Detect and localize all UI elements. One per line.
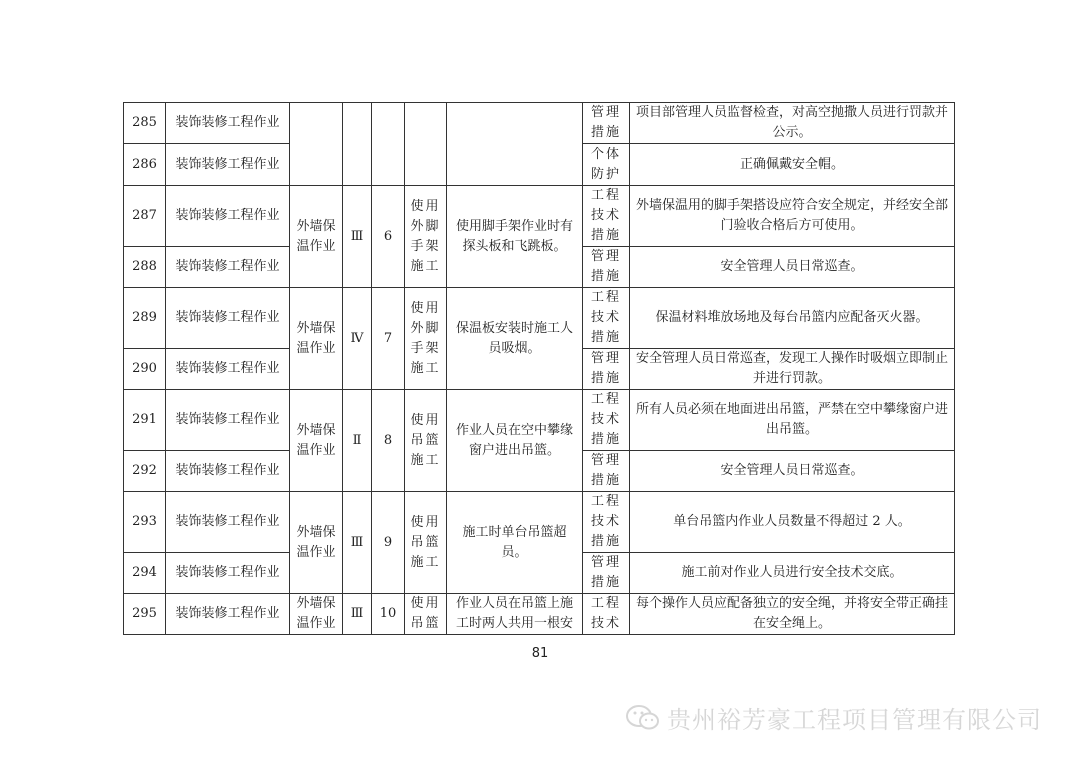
hazard-description: 作业人员在吊篮上施工时两人共用一根安: [447, 594, 583, 635]
risk-level: Ⅱ: [343, 390, 372, 492]
hazard-description: 使用脚手架作业时有探头板和飞跳板。: [447, 186, 583, 288]
hazard-source: 使用 外脚 手架 施工: [405, 186, 447, 288]
measure-text: 保温材料堆放场地及每台吊篮内应配备灭火器。: [630, 288, 955, 349]
project-name: 装饰装修工程作业: [166, 451, 290, 492]
measure-text: 外墙保温用的脚手架搭设应符合安全规定，并经安全部门验收合格后方可使用。: [630, 186, 955, 247]
measure-text: 每个操作人员应配备独立的安全绳，并将安全带正确挂在安全绳上。: [630, 594, 955, 635]
measure-type: 管理 措施: [583, 349, 630, 390]
row-number: 286: [124, 144, 166, 186]
table-row: [124, 186, 955, 247]
hazard-number: 7: [372, 288, 405, 390]
source-cell-empty: [405, 103, 447, 186]
table-row: [124, 288, 955, 349]
project-name: 装饰装修工程作业: [166, 390, 290, 451]
level-cell-empty: [343, 103, 372, 186]
table-row: [124, 594, 955, 635]
measure-type: 管理 措施: [583, 451, 630, 492]
project-name: 装饰装修工程作业: [166, 349, 290, 390]
measure-text: 安全管理人员日常巡查，发现工人操作时吸烟立即制止并进行罚款。: [630, 349, 955, 390]
hazard-number: 9: [372, 492, 405, 594]
table-row: [124, 103, 955, 144]
measure-type: 工程 技术 措施: [583, 492, 630, 553]
hazard-description: 施工时单台吊篮超员。: [447, 492, 583, 594]
risk-level: Ⅲ: [343, 594, 372, 635]
measure-text: 项目部管理人员监督检查，对高空抛撒人员进行罚款并公示。: [630, 103, 955, 144]
project-name: 装饰装修工程作业: [166, 288, 290, 349]
activity-name: 外墙保 温作业: [290, 288, 343, 390]
row-number: 293: [124, 492, 166, 553]
risk-level: Ⅲ: [343, 186, 372, 288]
activity-name: 外墙保 温作业: [290, 594, 343, 635]
measure-text: 安全管理人员日常巡查。: [630, 247, 955, 288]
project-name: 装饰装修工程作业: [166, 553, 290, 594]
measure-type: 工程 技术: [583, 594, 630, 635]
row-number: 285: [124, 103, 166, 144]
activity-name: 外墙保 温作业: [290, 390, 343, 492]
measure-text: 正确佩戴安全帽。: [630, 144, 955, 186]
project-name: 装饰装修工程作业: [166, 492, 290, 553]
hazard-source: 使用 吊篮 施工: [405, 390, 447, 492]
measure-type: 管理 措施: [583, 247, 630, 288]
risk-level: Ⅳ: [343, 288, 372, 390]
risk-level: Ⅲ: [343, 492, 372, 594]
wechat-icon: [625, 703, 661, 733]
row-number: 292: [124, 451, 166, 492]
project-name: 装饰装修工程作业: [166, 144, 290, 186]
hazard-number: 10: [372, 594, 405, 635]
risk-control-table: [123, 102, 955, 635]
measure-type: 个体 防护: [583, 144, 630, 186]
table-row: [124, 390, 955, 451]
activity-cell-empty: [290, 103, 343, 186]
project-name: 装饰装修工程作业: [166, 186, 290, 247]
hazard-number: 6: [372, 186, 405, 288]
page-number: 81: [531, 646, 549, 661]
hazard-cell-empty: [447, 103, 583, 186]
hazard-source: 使用 吊篮: [405, 594, 447, 635]
measure-type: 工程 技术 措施: [583, 186, 630, 247]
measure-type: 管理 措施: [583, 103, 630, 144]
row-number: 287: [124, 186, 166, 247]
watermark: [625, 700, 1042, 735]
project-name: 装饰装修工程作业: [166, 103, 290, 144]
table-row: [124, 492, 955, 553]
measure-type: 工程 技术 措施: [583, 390, 630, 451]
row-number: 294: [124, 553, 166, 594]
measure-text: 所有人员必须在地面进出吊篮，严禁在空中攀缘窗户进出吊篮。: [630, 390, 955, 451]
activity-name: 外墙保 温作业: [290, 492, 343, 594]
row-number: 295: [124, 594, 166, 635]
project-name: 装饰装修工程作业: [166, 247, 290, 288]
row-number: 290: [124, 349, 166, 390]
hazard-description: 作业人员在空中攀缘窗户进出吊篮。: [447, 390, 583, 492]
measure-text: 单台吊篮内作业人员数量不得超过 2 人。: [630, 492, 955, 553]
hazard-description: 保温板安装时施工人员吸烟。: [447, 288, 583, 390]
watermark-text: 贵州裕芳豪工程项目管理有限公司: [667, 706, 1042, 734]
hazard-source: 使用 吊篮 施工: [405, 492, 447, 594]
hazard-number: 8: [372, 390, 405, 492]
activity-name: 外墙保 温作业: [290, 186, 343, 288]
num-cell-empty: [372, 103, 405, 186]
hazard-source: 使用 外脚 手架 施工: [405, 288, 447, 390]
project-name: 装饰装修工程作业: [166, 594, 290, 635]
measure-type: 工程 技术 措施: [583, 288, 630, 349]
row-number: 289: [124, 288, 166, 349]
row-number: 291: [124, 390, 166, 451]
row-number: 288: [124, 247, 166, 288]
measure-text: 安全管理人员日常巡查。: [630, 451, 955, 492]
measure-text: 施工前对作业人员进行安全技术交底。: [630, 553, 955, 594]
measure-type: 管理 措施: [583, 553, 630, 594]
